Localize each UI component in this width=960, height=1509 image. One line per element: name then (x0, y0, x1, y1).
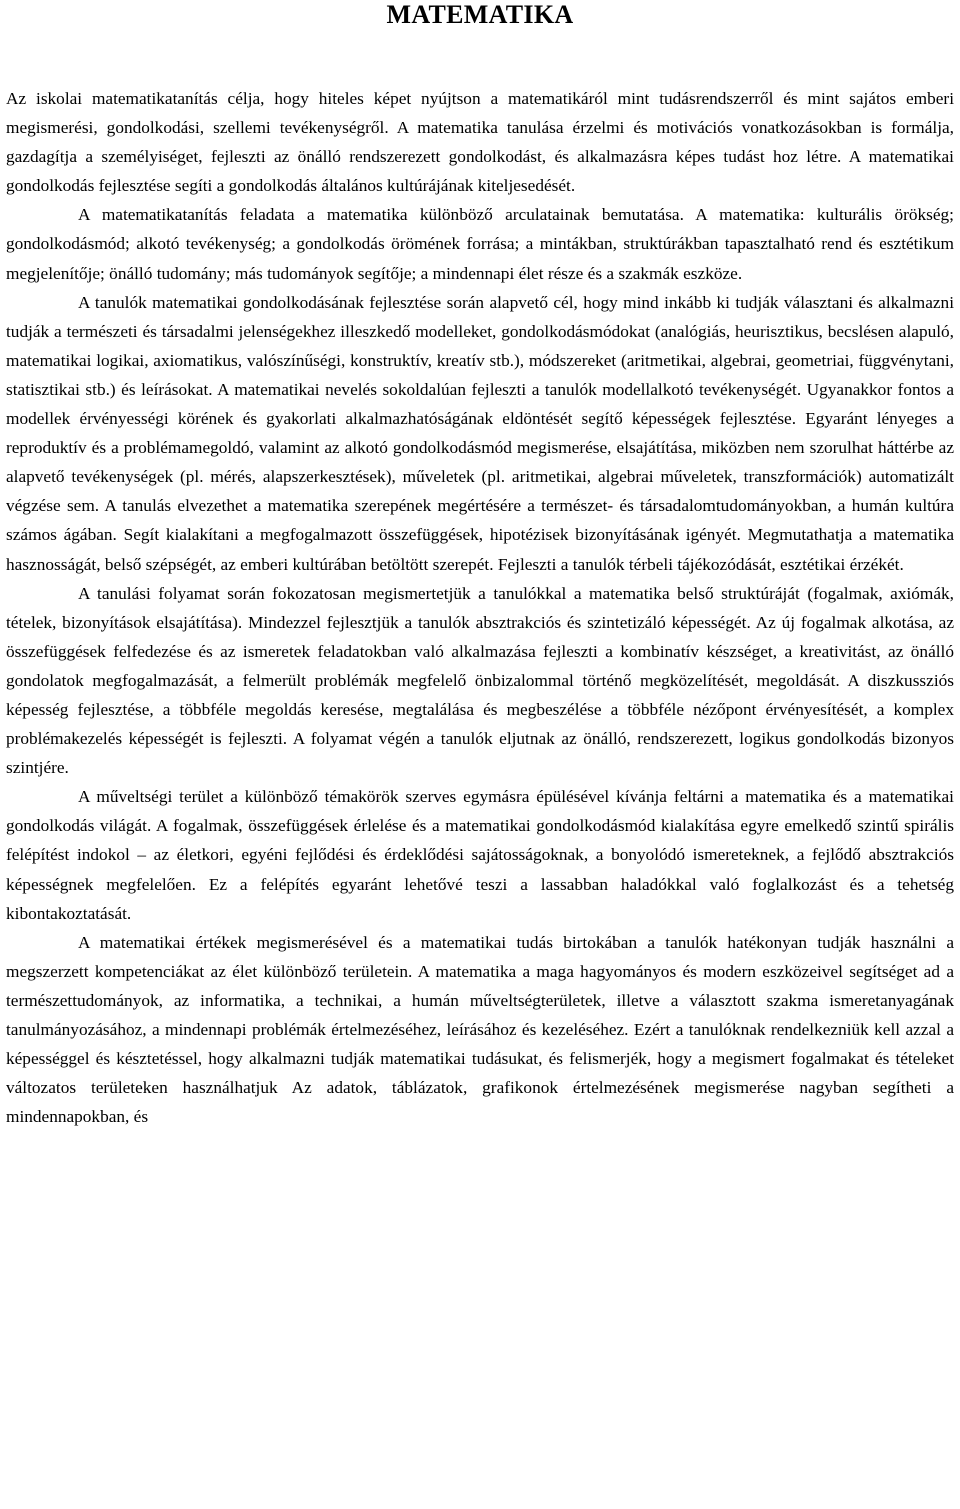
paragraph-learning-process: A tanulási folyamat során fokozatosan megismertetjük a tanulókkal a matematika belső struktúráját (fogalmak, axiómák, tételek, bizonyítások elsajátítása). Mindezzel fejlesztjük a tanulók absztrakciós és szintetizáló képességét. Az új fogalmak alkotása, az összefüggések felfedezése és az ismeretek feladatokban való alkalmazása fejleszti a kombinatív készséget, a kreativitást, az önálló gondolatok megfogalmazását, a felmerült problémák megfelelő önbizalommal történő megközelítését, megoldását. A diszkussziós képesség fejlesztése, a többféle megoldás keresése, megtalálása és megbeszélése a többféle nézőpont érvényesítését, a komplex problémakezelés képességét is fejleszti. A folyamat végén a tanulók eljutnak az önálló, rendszerezett, logikus gondolkodás bizonyos szintjére. (6, 583, 954, 778)
paragraph-spiral-structure: A műveltségi terület a különböző témakörök szerves egymásra épülésével kívánja feltárni a matematika és a matematikai gondolkodás világát. A fogalmak, összefüggések érlelése és a matematikai gondolkodásmód kialakítása egyre emelkedő szintű spirális felépítést indokol – az életkori, egyéni fejlődési és érdeklődési sajátosságoknak, a bonyolódó ismereteknek, a fejlődő absztrakciós képességnek megfelelően. Ez a felépítés egyaránt lehetővé teszi a lassabban haladókkal való foglalkozást és a tehetség kibontakoztatását. (6, 787, 954, 923)
paragraph-thinking-development: A tanulók matematikai gondolkodásának fejlesztése során alapvető cél, hogy mind inkább ki tudják választani és alkalmazni tudják a természeti és társadalmi jelenségekhez illeszkedő modelleket, gondolkodásmódokat (analógiás, heurisztikus, becslésen alapuló, matematikai logikai, axiomatikus, valószínűségi, konstruktív, kreatív stb.), módszereket (aritmetikai, algebrai, geometriai, függvénytani, statisztikai stb.) és leírásokat. A matematikai nevelés sokoldalúan fejleszti a tanulók modellalkotó tevékenységét. Ugyanakkor fontos a modellek érvényességi körének és gyakorlati alkalmazhatóságának eldöntését segítő képességek fejlesztése. Egyaránt lényeges a reproduktív és a problémamegoldó, valamint az alkotó gondolkodásmód megismerése, elsajátítása, miközben nem szorulhat háttérbe az alapvető tevékenységek (pl. mérés, alapszerkesztések), műveletek (pl. aritmetikai, algebrai műveletek, transzformációk) automatizált végzése sem. A tanulás elvezethet a matematika szerepének megértésére a természet- és társadalomtudományokban, a humán kultúra számos ágában. Segít kialakítani a megfogalmazott összefüggések, hipotézisek bizonyításának igényét. Megmutathatja a matematika hasznosságát, belső szépségét, az emberi kultúrában betöltött szerepét. Fejleszti a tanulók térbeli tájékozódását, esztétikai érzékét. (6, 292, 954, 574)
document-page (6, 0, 954, 1131)
paragraph-intro: Az iskolai matematikatanítás célja, hogy hiteles képet nyújtson a matematikáról mint tudásrendszerről és mint sajátos emberi megismerési, gondolkodási, szellemi tevékenységről. A matematika tanulása érzelmi és motivációs vonatkozásokban is formálja, gazdagítja a személyiséget, fejleszti az önálló rendszerezett gondolkodást, és alkalmazásra képes tudást hoz létre. A matematikai gondolkodás fejlesztése segíti a gondolkodás általános kultúrájának kiteljesedését. (6, 89, 954, 196)
paragraph-applications: A matematikai értékek megismerésével és a matematikai tudás birtokában a tanulók hatékonyan tudják használni a megszerzett kompetenciákat az élet különböző területein. A matematika a maga hagyományos és modern eszközeivel segítséget ad a természettudományok, az informatika, a technikai, a humán műveltségterületek, illetve a választott szakma ismeretanyagának tanulmányozásához, a mindennapi problémák értelmezéséhez, leírásához és kezeléséhez. Ezért a tanulóknak rendelkezniük kell azzal a képességgel és késztetéssel, hogy alkalmazni tudják matematikai tudásukat, és felismerjék, hogy a megismert fogalmakat és tételeket változatos területeken használhatjuk Az adatok, táblázatok, grafikonok értelmezésének megismerése nagyban segítheti a mindennapokban, és (6, 932, 954, 1127)
document-title: MATEMATIKA (386, 0, 574, 29)
paragraph-aspects: A matematikatanítás feladata a matematika különböző arculatainak bemutatása. A matematika: kulturális örökség; gondolkodásmód; alkotó tevékenység; a gondolkodás örömének forrása; a mintákban, struktúrákban tapasztalható rend és esztétikum megjelenítője; önálló tudomány; más tudományok segítője; a mindennapi élet része és a szakmák eszköze. (6, 205, 954, 283)
document-body (6, 84, 954, 1131)
